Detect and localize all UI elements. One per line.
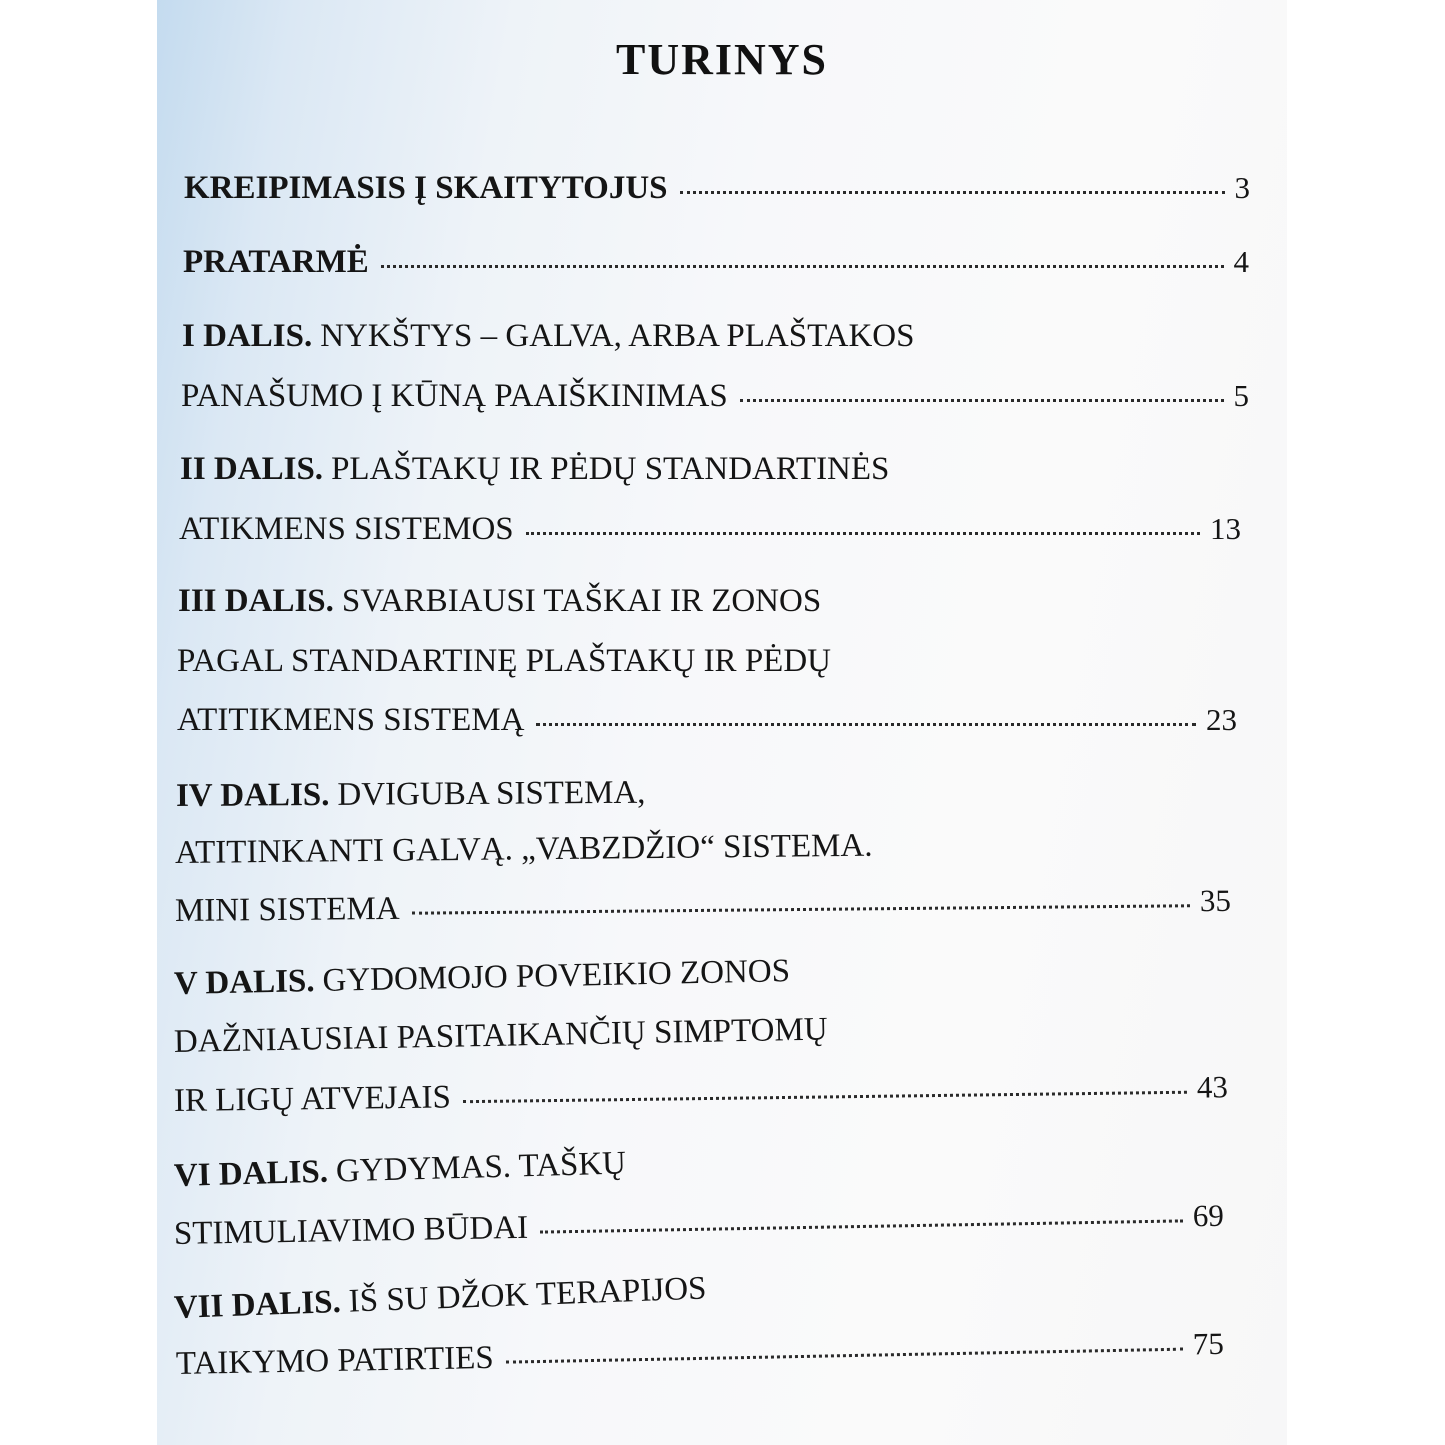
entry-text: PAGAL STANDARTINĘ PLAŠTAKŲ IR PĖDŲ: [177, 643, 831, 679]
toc-title: TURINYS: [615, 35, 829, 84]
entry-heading: VI DALIS.: [173, 1153, 329, 1194]
entry-heading: I DALIS.: [182, 318, 313, 354]
entry-text: GYDOMOJO POVEIKIO ZONOS: [322, 953, 791, 999]
toc-entry-iv-dalis-line-2: [175, 828, 873, 872]
entry-text: MINI SISTEMA: [174, 890, 400, 929]
dot-leader: [381, 265, 1224, 268]
entry-heading: V DALIS.: [173, 963, 315, 1002]
toc-entry-vi-dalis-line-1: [173, 1145, 626, 1195]
entry-text: ATITINKANTI GALVĄ. „VABZDŽIO“ SISTEMA.: [174, 827, 873, 871]
toc-entry-pratarme: [183, 244, 1249, 281]
toc-entry-i-dalis-line-1: [182, 318, 914, 355]
table-of-contents: [157, 0, 1287, 1445]
page-number: 23: [1206, 702, 1237, 737]
toc-entry-iv-dalis-line-1: [176, 775, 646, 815]
entry-heading: IV DALIS.: [175, 776, 330, 814]
book-page: [157, 0, 1287, 1445]
page-number: 35: [1199, 882, 1232, 919]
dot-leader: [506, 1348, 1183, 1364]
toc-entry-ii-dalis-line-2: [179, 511, 1241, 548]
toc-entry-v-dalis-line-1: [174, 953, 791, 1003]
page-number: 69: [1192, 1197, 1225, 1234]
entry-text: STIMULIAVIMO BŪDAI: [173, 1209, 529, 1252]
toc-entry-v-dalis-line-2: [174, 1011, 828, 1061]
dot-leader: [740, 399, 1224, 402]
page-number: 5: [1233, 378, 1249, 413]
entry-text: DAŽNIAUSIAI PASITAIKANČIŲ SIMPTOMŲ: [173, 1011, 828, 1060]
toc-entry-iii-dalis-line-1: [178, 583, 821, 620]
entry-text: DVIGUBA SISTEMA,: [337, 774, 646, 813]
toc-entry-v-dalis-line-3: [174, 1069, 1228, 1120]
dot-leader: [536, 723, 1196, 726]
toc-entry-iii-dalis-line-3: [177, 702, 1237, 739]
entry-text: PANAŠUMO Į KŪNĄ PAAIŠKINIMAS: [181, 378, 728, 414]
entry-text: TAIKYMO PATIRTIES: [175, 1339, 495, 1382]
entry-text: IR LIGŲ ATVEJAIS: [173, 1079, 452, 1119]
page-number: 43: [1196, 1069, 1229, 1105]
toc-entry-kreipimasis: [184, 170, 1250, 207]
dot-leader: [463, 1091, 1187, 1103]
entry-heading: III DALIS.: [178, 583, 334, 619]
entry-text: IŠ SU DŽOK TERAPIJOS: [348, 1270, 708, 1320]
page-number: 3: [1234, 170, 1250, 205]
page-number: 75: [1192, 1325, 1225, 1362]
entry-text: PLAŠTAKŲ IR PĖDŲ STANDARTINĖS: [331, 451, 890, 487]
toc-entry-i-dalis-line-2: [181, 378, 1249, 415]
toc-entry-iii-dalis-line-2: [177, 643, 831, 680]
toc-entry-vi-dalis-line-2: [174, 1198, 1224, 1253]
entry-heading: PRATARMĖ: [183, 244, 369, 280]
entry-text: SVARBIAUSI TAŠKAI IR ZONOS: [341, 583, 822, 619]
page-number: 4: [1233, 244, 1249, 279]
entry-text: ATIKMENS SISTEMOS: [179, 511, 514, 547]
toc-entry-vii-dalis-line-1: [173, 1270, 707, 1326]
toc-entry-vii-dalis-line-2: [176, 1326, 1225, 1383]
page-number: 13: [1210, 511, 1241, 546]
dot-leader: [526, 532, 1200, 535]
entry-heading: II DALIS.: [180, 451, 324, 487]
toc-entry-iv-dalis-line-3: [175, 883, 1231, 930]
entry-heading: KREIPIMASIS Į SKAITYTOJUS: [184, 170, 668, 206]
entry-heading: VII DALIS.: [173, 1283, 342, 1326]
dot-leader: [412, 904, 1190, 914]
dot-leader: [680, 191, 1225, 194]
entry-text: GYDYMAS. TAŠKŲ: [335, 1145, 627, 1190]
entry-text: ATITIKMENS SISTEMĄ: [177, 702, 525, 738]
entry-text: NYKŠTYS – GALVA, ARBA PLAŠTAKOS: [320, 318, 915, 354]
toc-entry-ii-dalis-line-1: [180, 451, 889, 488]
dot-leader: [540, 1219, 1183, 1233]
